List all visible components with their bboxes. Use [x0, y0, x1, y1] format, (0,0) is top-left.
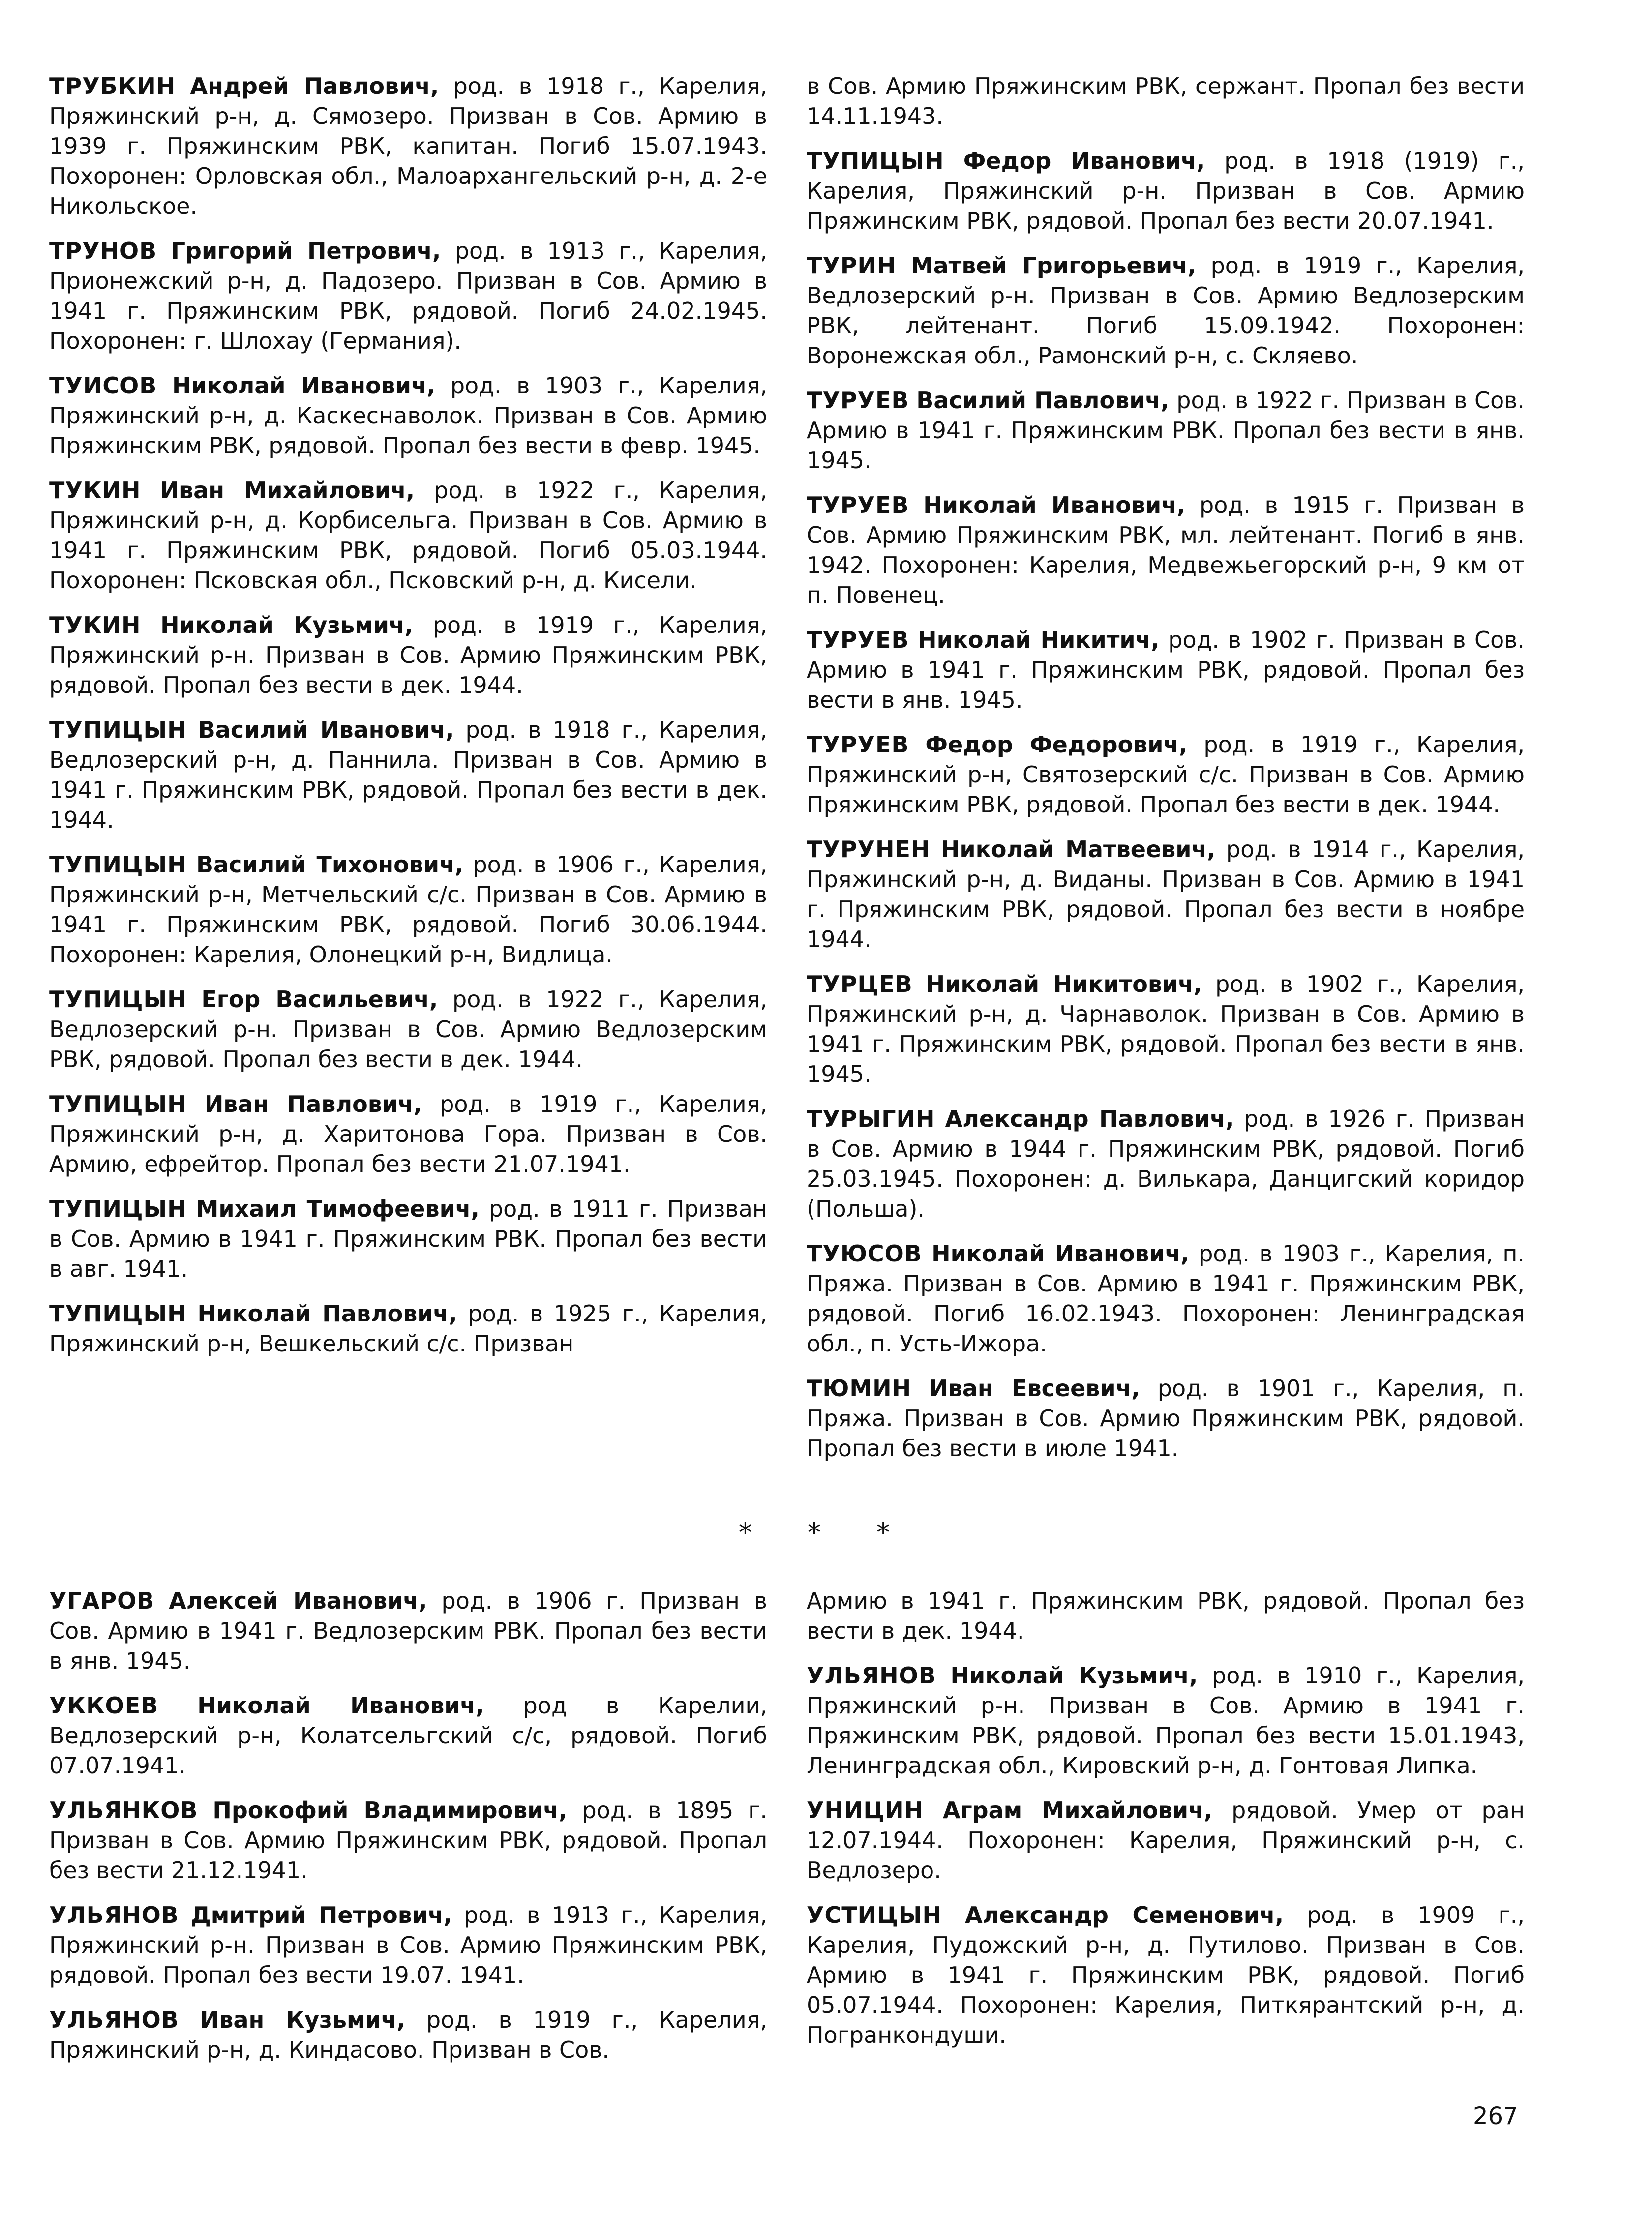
entry-given-names: Иван Евсеевич,	[929, 1375, 1140, 1402]
entry	[49, 1586, 767, 1676]
entry-text: род. в 1918 г., Карелия, Ведлозерский р-н, д. Паннила. Призван в Сов. Армию в 1941 г. Пряжинским РВК, рядовой. Пропал без вести в дек. 1944.	[49, 717, 767, 833]
entry-given-names: Николай Иванович,	[172, 372, 436, 399]
entry	[807, 1239, 1525, 1359]
entry	[49, 1691, 767, 1781]
entry	[49, 1299, 767, 1359]
entry	[807, 251, 1525, 371]
entry	[807, 969, 1525, 1089]
entry	[49, 236, 767, 356]
entry	[49, 71, 767, 221]
entry-given-names: Николай Иванович,	[931, 1240, 1189, 1267]
entry	[807, 1104, 1525, 1224]
entry-text: род. в 1909 г., Карелия, Пудожский р-н, д. Путилово. Призван в Сов. Армию в 1941 г. Пряжинским РВК, рядовой. Погиб 05.07.1944. Похоронен: Карелия, Питкярантский р-н, д. Погранкондуши.	[807, 1902, 1525, 2048]
entry-given-names: Николай Никитич,	[918, 627, 1160, 653]
entry-surname: УСТИЦЫН	[807, 1902, 942, 1928]
entry-given-names: Федор Федорович,	[925, 731, 1188, 758]
entry-given-names: Николай Павлович,	[197, 1300, 457, 1327]
entry-text: род. в 1913 г., Карелия, Прионежский р-н, д. Падозеро. Призван в Сов. Армию в 1941 г. Пряжинским РВК, рядовой. Погиб 24.02.1945. Похоронен: г. Шлохау (Германия).	[49, 238, 767, 354]
entry-given-names: Аграм Михайлович,	[943, 1797, 1213, 1824]
entry-surname: ТУРЫГИН	[807, 1106, 935, 1132]
entry-surname: ТУПИЦЫН	[49, 1196, 187, 1222]
entry-surname: ТЮМИН	[807, 1375, 912, 1402]
entry-text: род. в 1895 г. Призван в Сов. Армию Пряжинским РВК, рядовой. Пропал без вести 21.12.1941.	[49, 1797, 768, 1884]
entry-surname: ТУПИЦЫН	[49, 1300, 187, 1327]
entry-given-names: Николай Кузьмич,	[160, 612, 414, 638]
entry-given-names: Василий Павлович,	[916, 387, 1170, 414]
entry-given-names: Иван Кузьмич,	[200, 2007, 405, 2033]
entry-text: род. в 1906 г. Призван в Сов. Армию в 1941 г. Ведлозерским РВК. Пропал без вести в янв. 1945.	[49, 1588, 767, 1674]
entry-text: род. в 1919 г., Карелия, Ведлозерский р-н. Призван в Сов. Армию Ведлозерским РВК, лейтенант. Погиб 15.09.1942. Похоронен: Воронежская обл., Рамонский р-н, с. Скляево.	[807, 252, 1525, 369]
entry-surname: УЛЬЯНОВ	[807, 1662, 936, 1689]
entry-given-names: Михаил Тимофеевич,	[196, 1196, 480, 1222]
entry-continuation	[807, 71, 1525, 131]
entry-text: род. в 1902 г. Призван в Сов. Армию в 1941 г. Пряжинским РВК, рядовой. Пропал без вести в янв. 1945.	[807, 627, 1525, 713]
entry	[49, 985, 767, 1075]
entry-given-names: Иван Павлович,	[204, 1091, 422, 1117]
entry-text: род. в 1903 г., Карелия, п. Пряжа. Призван в Сов. Армию в 1941 г. Пряжинским РВК, рядовой. Погиб 16.02.1943. Похоронен: Ленинградская обл., п. Усть-Ижора.	[807, 1240, 1525, 1357]
entry-given-names: Алексей Иванович,	[169, 1588, 427, 1614]
entry-text: род. в 1906 г., Карелия, Пряжинский р-н, Метчельский с/с. Призван в Сов. Армию в 1941 г. Пряжинским РВК, рядовой. Погиб 30.06.1944. Похоронен: Карелия, Олонецкий р-н, Видлица.	[49, 851, 767, 968]
entry-surname: ТУРУНЕН	[807, 836, 931, 863]
entry	[807, 730, 1525, 820]
entry-surname: ТУИСОВ	[49, 372, 157, 399]
entry-text: род. в 1902 г., Карелия, Пряжинский р-н, д. Чарнаволок. Призван в Сов. Армию в 1941 г. Пряжинским РВК, рядовой. Пропал без вести в янв. 1945.	[807, 971, 1525, 1087]
entry-given-names: Федор Иванович,	[963, 148, 1205, 174]
entry-text: род. в 1913 г., Карелия, Пряжинский р-н. Призван в Сов. Армию Пряжинским РВК, рядовой. Пропал без вести 19.07. 1941.	[49, 1902, 767, 1988]
entry-given-names: Григорий Петрович,	[171, 238, 441, 264]
entry-given-names: Иван Михайлович,	[160, 477, 415, 504]
entry-text: род в Карелии, Ведлозерский р-н, Колатсельгский с/с, рядовой. Погиб 07.07.1941.	[49, 1692, 768, 1779]
entry-given-names: Василий Иванович,	[198, 717, 454, 743]
entry-surname: ТУРЦЕВ	[807, 971, 913, 997]
entry-surname: ТУПИЦЫН	[807, 148, 944, 174]
entry-text: род. в 1914 г., Карелия, Пряжинский р-н, д. Виданы. Призван в Сов. Армию в 1941 г. Пряжинским РВК, рядовой. Пропал без вести в ноябре 1944.	[807, 836, 1525, 953]
entry-surname: ТУРУЕВ	[807, 627, 909, 653]
entry-text: род. в 1919 г., Карелия, Пряжинский р-н, д. Харитонова Гора. Призван в Сов. Армию, ефрейтор. Пропал без вести 21.07.1941.	[49, 1091, 767, 1177]
entry-surname: УЛЬЯНОВ	[49, 1902, 179, 1928]
entry	[807, 1900, 1525, 2050]
entry-text: род. в 1926 г. Призван в Сов. Армию в 1944 г. Пряжинским РВК, рядовой. Погиб 25.03.1945. Похоронен: д. Вилькара, Данцигский коридор (Польша).	[807, 1106, 1525, 1222]
entry-given-names: Николай Иванович,	[923, 492, 1186, 518]
entry	[807, 1661, 1525, 1781]
entry-text: род. в 1919 г., Карелия, Пряжинский р-н, Святозерский с/с. Призван в Сов. Армию Пряжинским РВК, рядовой. Пропал без вести в дек. 1944.	[807, 731, 1525, 818]
entry	[807, 1796, 1525, 1886]
entry-text: род. в 1918 г., Карелия, Пряжинский р-н, д. Сямозеро. Призван в Сов. Армию в 1939 г. Пряжинским РВК, капитан. Погиб 15.07.1943. Похоронен: Орловская обл., Малоархангельский р-н, д. 2-е Никольское.	[49, 73, 767, 219]
entry	[49, 850, 767, 970]
entry	[49, 1900, 767, 1990]
entry-surname: УЛЬЯНКОВ	[49, 1797, 198, 1824]
entry-surname: ТУКИН	[49, 477, 141, 504]
entry-text: рядовой. Умер от ран 12.07.1944. Похоронен: Карелия, Пряжинский р-н, с. Ведлозеро.	[807, 1797, 1525, 1884]
entry-surname: ТРУНОВ	[49, 238, 157, 264]
entry-given-names: Александр Семенович,	[965, 1902, 1284, 1928]
page-number: 267	[1473, 2102, 1518, 2130]
entry-surname: ТУПИЦЫН	[49, 1091, 187, 1117]
entry	[49, 715, 767, 835]
entry	[49, 1194, 767, 1284]
entry-given-names: Александр Павлович,	[945, 1106, 1234, 1132]
entry-given-names: Дмитрий Петрович,	[190, 1902, 452, 1928]
entry-text: род. в 1922 г., Карелия, Пряжинский р-н, д. Корбисельга. Призван в Сов. Армию в 1941 г. Пряжинским РВК, рядовой. Погиб 05.03.1944. Похоронен: Псковская обл., Псковский р-н, д. Кисели.	[49, 477, 767, 594]
entry	[49, 371, 767, 461]
entry	[807, 490, 1525, 610]
entry-text: род. в 1903 г., Карелия, Пряжинский р-н, д. Каскеснаволок. Призван в Сов. Армию Пряжинским РВК, рядовой. Пропал без вести в февр. 1945.	[49, 372, 767, 459]
entry-surname: УККОЕВ	[49, 1692, 159, 1719]
entry	[807, 835, 1525, 955]
entry-text: род. в 1922 г. Призван в Сов. Армию в 1941 г. Пряжинским РВК. Пропал без вести в янв. 1945.	[807, 387, 1525, 474]
entry	[807, 386, 1525, 476]
entry	[49, 1089, 767, 1179]
entry	[49, 610, 767, 700]
entry-surname: ТУРУЕВ	[807, 492, 909, 518]
column-right	[807, 71, 1525, 1478]
entry-text: род. в 1915 г. Призван в Сов. Армию Пряжинским РВК, мл. лейтенант. Погиб в янв. 1942. Похоронен: Карелия, Медвежьегорский р-н, 9 км от п. Повенец.	[807, 492, 1525, 608]
entry-surname: УЛЬЯНОВ	[49, 2007, 179, 2033]
entry	[49, 1796, 767, 1886]
entry	[807, 146, 1525, 236]
entry-given-names: Николай Матвеевич,	[940, 836, 1216, 863]
column-right	[807, 1586, 1525, 2080]
entry-surname: УГАРОВ	[49, 1588, 155, 1614]
entry-given-names: Николай Иванович,	[197, 1692, 484, 1719]
entry-text: род. в 1922 г., Карелия, Ведлозерский р-н. Призван в Сов. Армию Ведлозерским РВК, рядовой. Пропал без вести в дек. 1944.	[49, 986, 767, 1073]
entry-text: род. в 1919 г., Карелия, Пряжинский р-н, д. Киндасово. Призван в Сов.	[49, 2007, 767, 2063]
entry-text: род. в 1910 г., Карелия, Пряжинский р-н. Призван в Сов. Армию в 1941 г. Пряжинским РВК, рядовой. Пропал без вести 15.01.1943, Ленинградская обл., Кировский р-н, д. Гонтовая Липка.	[807, 1662, 1525, 1779]
entry	[807, 625, 1525, 715]
entry-surname: ТУРИН	[807, 252, 897, 279]
entry-surname: ТУРУЕВ	[807, 387, 909, 414]
entry	[807, 1374, 1525, 1464]
entry-surname: ТУПИЦЫН	[49, 717, 187, 743]
section-separator: * * *	[738, 1517, 914, 1548]
entry-given-names: Николай Кузьмич,	[950, 1662, 1198, 1689]
entry-text: в Сов. Армию Пряжинским РВК, сержант. Пропал без вести 14.11.1943.	[807, 73, 1525, 129]
entry-surname: ТРУБКИН	[49, 73, 176, 99]
entry-surname: ТУЮСОВ	[807, 1240, 922, 1267]
entry-given-names: Василий Тихонович,	[196, 851, 464, 878]
entry-surname: ТУПИЦЫН	[49, 851, 187, 878]
entry-text: род. в 1901 г., Карелия, п. Пряжа. Призван в Сов. Армию Пряжинским РВК, рядовой. Пропал без вести в июле 1941.	[807, 1375, 1525, 1462]
entry-text: род. в 1911 г. Призван в Сов. Армию в 1941 г. Пряжинским РВК. Пропал без вести в авг. 1941.	[49, 1196, 767, 1282]
section-t-surnames	[49, 71, 1525, 1478]
entry-text: Армию в 1941 г. Пряжинским РВК, рядовой. Пропал без вести в дек. 1944.	[807, 1588, 1525, 1644]
entry-surname: ТУРУЕВ	[807, 731, 909, 758]
entry-surname: ТУКИН	[49, 612, 141, 638]
entry	[49, 476, 767, 596]
column-left	[49, 71, 767, 1478]
entry-text: род. в 1925 г., Карелия, Пряжинский р-н, Вешкельский с/с. Призван	[49, 1300, 768, 1357]
column-left	[49, 1586, 767, 2080]
entry-given-names: Андрей Павлович,	[190, 73, 439, 99]
entry-given-names: Егор Васильевич,	[201, 986, 438, 1013]
entry-text: род. в 1919 г., Карелия, Пряжинский р-н. Призван в Сов. Армию Пряжинским РВК, рядовой. Пропал без вести в дек. 1944.	[49, 612, 767, 698]
section-u-surnames	[49, 1586, 1525, 2080]
entry-given-names: Прокофий Владимирович,	[212, 1797, 568, 1824]
entry-given-names: Николай Никитович,	[926, 971, 1202, 997]
entry-surname: УНИЦИН	[807, 1797, 924, 1824]
entry-surname: ТУПИЦЫН	[49, 986, 187, 1013]
entry-text: род. в 1918 (1919) г., Карелия, Пряжинский р-н. Призван в Сов. Армию Пряжинским РВК, рядовой. Пропал без вести 20.07.1941.	[807, 148, 1525, 234]
entry-continuation	[807, 1586, 1525, 1646]
entry-given-names: Матвей Григорьевич,	[910, 252, 1197, 279]
entry	[49, 2005, 767, 2065]
